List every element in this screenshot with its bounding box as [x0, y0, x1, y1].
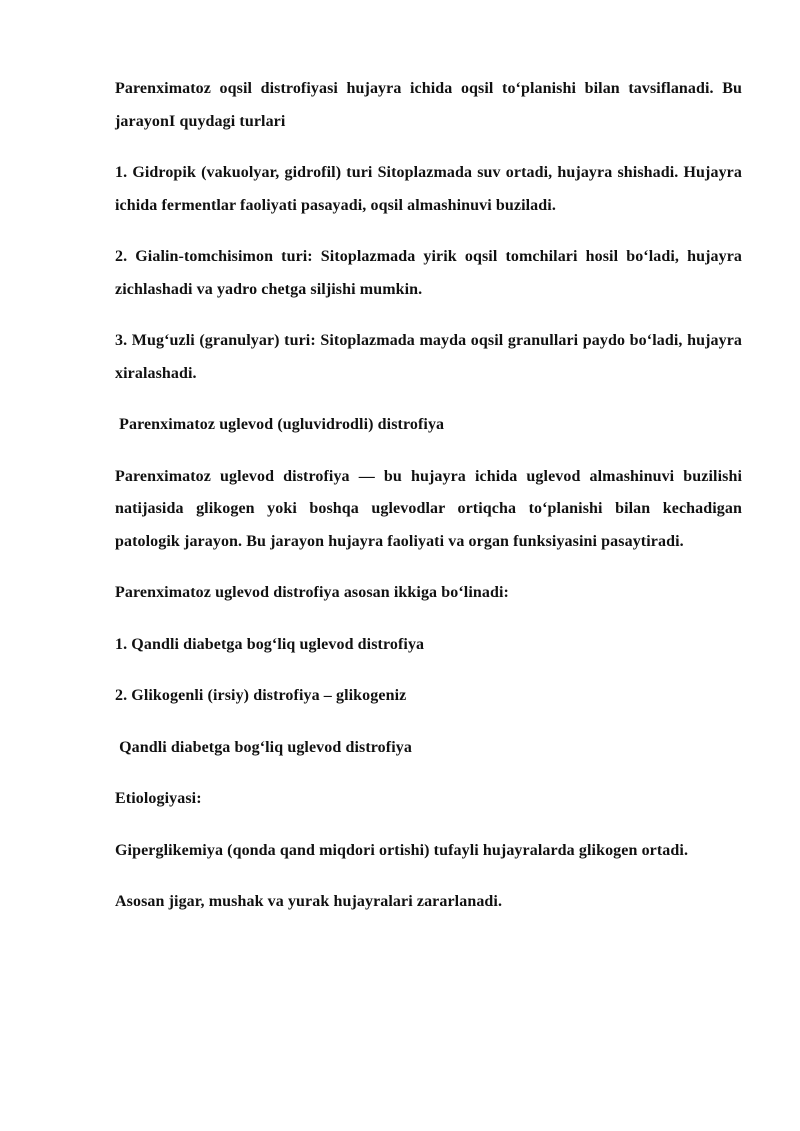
paragraph-uglevod-definition: Parenximatoz uglevod distrofiya — bu hujayra ichida uglevod almashinuvi buzilishi natijasida glikogen yoki boshqa uglevodlar ortiqcha to‘planishi bilan kechadigan patologik jarayon. Bu jarayon hujayra faoliyati va organ funksiyasini pasaytiradi. — [115, 467, 742, 550]
list-item-qandli-diabet: 1. Qandli diabetga bog‘liq uglevod distrofiya — [115, 635, 425, 653]
paragraph-granulyar-turi: 3. Mug‘uzli (granulyar) turi: Sitoplazmada mayda oqsil granullari paydo bo‘ladi, hujayra xiralashadi. — [115, 332, 742, 382]
section-heading-qandli-diabet: Qandli diabetga bog‘liq uglevod distrofiya — [115, 738, 412, 756]
paragraph-gidropik-turi: 1. Gidropik (vakuolyar, gidrofil) turi Sitoplazmada suv ortadi, hujayra shishadi. Hujayra ichida fermentlar faoliyati pasayadi, oqsil almashinuvi buziladi. — [115, 164, 742, 214]
paragraph-giperglikemiya: Giperglikemiya (qonda qand miqdori ortishi) tufayli hujayralarda glikogen ortadi. — [115, 841, 689, 859]
subheading-etiologiyasi: Etiologiyasi: — [115, 790, 202, 807]
paragraph-classification-intro: Parenximatoz uglevod distrofiya asosan ikkiga bo‘linadi: — [115, 584, 509, 601]
list-item-glikogenli: 2. Glikogenli (irsiy) distrofiya – glikogeniz — [115, 687, 407, 704]
paragraph-oqsil-intro: Parenximatoz oqsil distrofiyasi hujayra ichida oqsil to‘planishi bilan tavsiflanadi. Bu jarayonI quydagi turlari — [115, 80, 742, 130]
paragraph-gialin-tomchisimon-turi: 2. Gialin-tomchisimon turi: Sitoplazmada yirik oqsil tomchilari hosil bo‘ladi, hujayra zichlashadi va yadro chetga siljishi mumkin. — [115, 248, 742, 298]
section-heading-uglevod-distrofiya: Parenximatoz uglevod (ugluvidrodli) distrofiya — [115, 416, 445, 433]
paragraph-zararlanadi: Asosan jigar, mushak va yurak hujayralari zararlanadi. — [115, 893, 503, 910]
